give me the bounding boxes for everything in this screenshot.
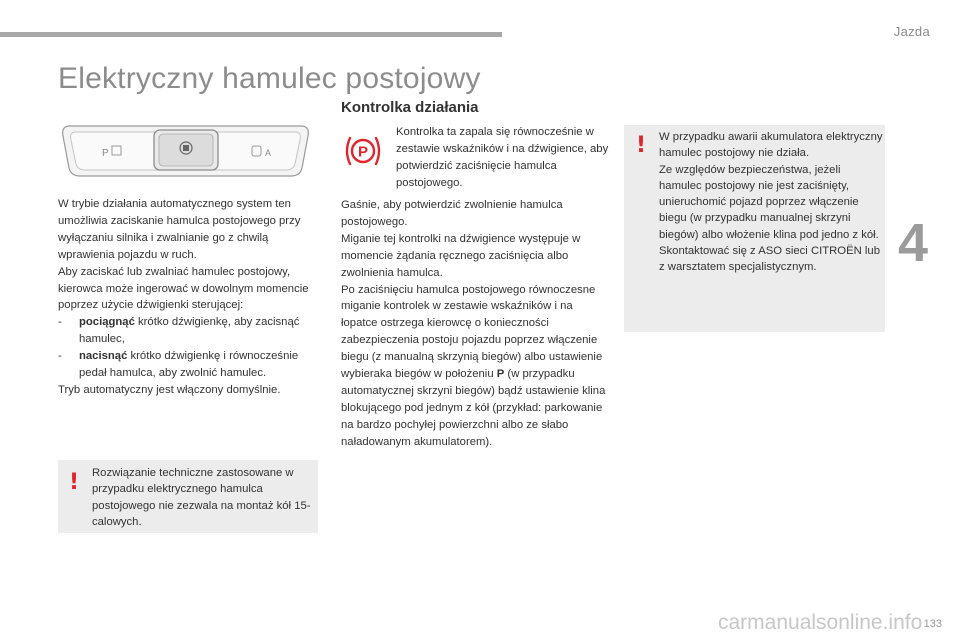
parking-brake-warning-icon: [343, 134, 383, 168]
switch-left-label: P: [102, 148, 109, 159]
exclamation-icon: !: [636, 133, 647, 158]
warning-text: Rozwiązanie techniczne zastosowane w przypadku elektrycznego hamulca postojowego nie zezwala na montaż kół 15-calowych.: [92, 467, 311, 528]
list-item: [58, 314, 320, 348]
gear-p-label: P: [496, 368, 505, 381]
contact-text: Skontaktować się z ASO sieci CITROËN lub z warsztatem specjalistycznym.: [659, 245, 880, 274]
list-item-bold: pociągnąć: [79, 316, 135, 329]
intro-paragraph: W trybie działania automatycznego system ten umożliwia zaciskanie hamulca postojowego przy wyłączaniu silnika i zwalnianie go z chwilą wprawienia pojazdu w ruch.: [58, 198, 301, 261]
manual-paragraph: Aby zaciskać lub zwalniać hamulec postojowy, kierowca może ingerować w dowolnym momencie poprzez użycie dźwigienki sterującej:: [58, 265, 309, 312]
immobilize-text-start: Po zaciśnięciu hamulca postojowego równoczesne miganie kontrolek w zestawie wskaźników i na łopatce ostrzega kierowcę o konieczności zabezpieczenia postoju pojazdu poprzez włączenie biegu (z manualną skrzynią biegów) albo ustawienie wybieraka biegów w położeniu: [341, 283, 603, 381]
list-item-text: krótko dźwigienkę, aby zacisnąć hamulec,: [79, 316, 300, 346]
list-item-bold: nacisnąć: [79, 350, 128, 363]
indicator-description: Kontrolka ta zapala się równocześnie w zestawie wskaźników i na dźwigience, aby potwierdzić zaciśnięcie hamulca postojowego.: [396, 126, 609, 189]
exclamation-icon: !: [69, 470, 80, 495]
immobilize-text-end: (w przypadku automatycznej skrzyni biegów) bądź ustawienie klina blokującego pod jednym z kół (przykład: parkowanie na bardzo pochyłej powierzchni albo ze słabo naładowanym akumulatorem).: [341, 368, 606, 448]
switch-right-label: A: [265, 148, 272, 158]
page-title: Elektryczny hamulec postojowy: [58, 62, 481, 95]
middle-column: [341, 197, 611, 451]
warning-box-wheels: [58, 460, 318, 533]
list-item: [58, 348, 320, 382]
release-paragraph: Gaśnie, aby potwierdzić zwolnienie hamulca postojowego.: [341, 199, 563, 228]
default-mode-text: Tryb automatyczny jest włączony domyślnie.: [58, 383, 281, 396]
watermark: carmanualsonline.info: [718, 611, 923, 634]
safety-text: Ze względów bezpieczeństwa, jeżeli hamulec postojowy nie jest zaciśnięty, unieruchomić pojazd poprzez włączenie biegu (w przypadku manualnej skrzyni biegów) albo włożenie klina pod jedno z kół.: [659, 163, 879, 241]
parking-brake-switch-illustration: [58, 122, 313, 180]
battery-failure-text: W przypadku awarii akumulatora elektryczny hamulec postojowy nie działa.: [659, 131, 883, 160]
list-dash: -: [58, 316, 62, 329]
left-column: [58, 196, 320, 399]
list-dash: -: [58, 350, 62, 363]
warning-box-battery: [624, 125, 885, 332]
warning-text: [659, 129, 883, 276]
list-item-text: krótko dźwigienkę i równocześnie pedał hamulca, aby zwolnić hamulec.: [79, 350, 299, 380]
section-subtitle: Kontrolka działania: [341, 99, 479, 116]
page-number: 133: [923, 618, 942, 630]
indicator-letter: P: [357, 143, 369, 161]
header-rule: [0, 32, 502, 37]
immobilize-paragraph: [341, 282, 611, 451]
section-label: Jazda: [893, 24, 930, 39]
chapter-number: 4: [898, 213, 929, 273]
blink-paragraph: Miganie tej kontrolki na dźwigience występuje w momencie żądania ręcznego zaciśnięcia albo zwolnienia hamulca.: [341, 232, 581, 279]
